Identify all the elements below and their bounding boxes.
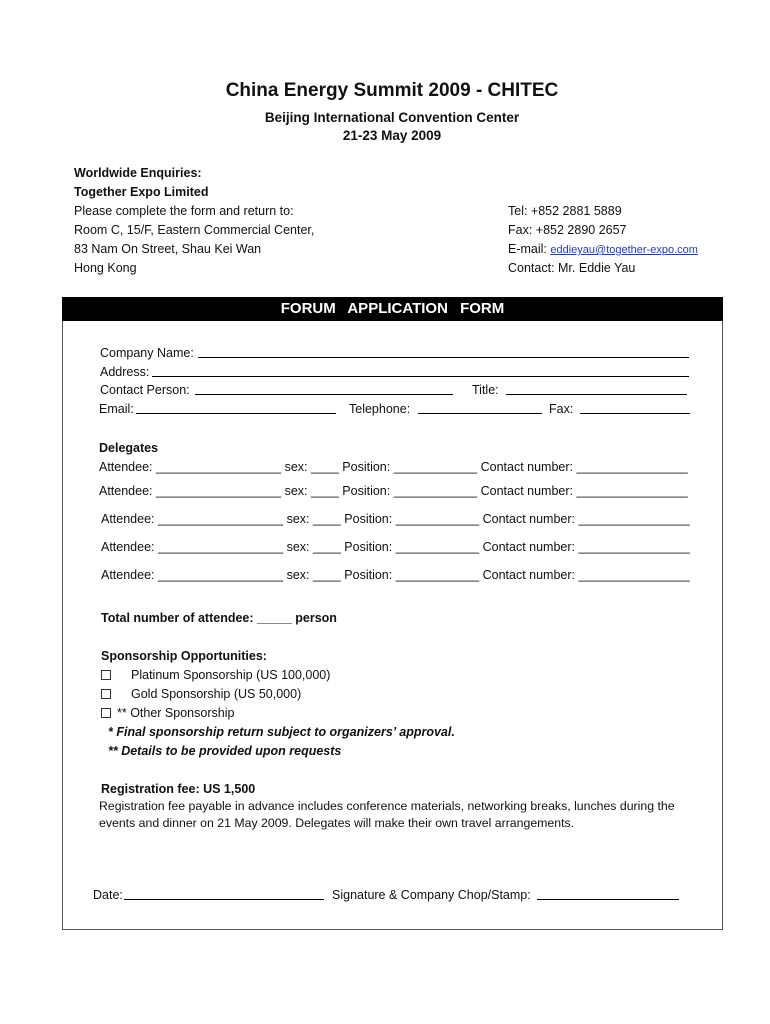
contact-person-field[interactable] bbox=[195, 394, 453, 395]
registration-fee-heading: Registration fee: US 1,500 bbox=[101, 782, 256, 796]
platinum-label: Platinum Sponsorship (US 100,000) bbox=[131, 668, 331, 682]
date-label: Date: bbox=[93, 888, 123, 902]
address-line-1: Room C, 15/F, Eastern Commercial Center, bbox=[74, 223, 315, 237]
email-line bbox=[508, 242, 698, 256]
document-title: China Energy Summit 2009 - CHITEC bbox=[225, 80, 559, 101]
registration-text-1: Registration fee payable in advance includes conference materials, networking breaks, lunches during the bbox=[99, 799, 675, 813]
event-dates: 21-23 May 2009 bbox=[342, 128, 442, 143]
registration-text-2: events and dinner on 21 May 2009. Delegates will make their own travel arrangements. bbox=[99, 816, 575, 830]
contact-person-label: Contact Person: bbox=[100, 383, 190, 397]
other-checkbox[interactable] bbox=[101, 708, 111, 718]
attendee-row[interactable]: Attendee: __________________ sex: ____ Position: ____________ Contact number: ________________ bbox=[101, 568, 690, 582]
sponsorship-heading: Sponsorship Opportunities: bbox=[101, 649, 267, 663]
fax-text: Fax: +852 2890 2657 bbox=[508, 223, 627, 237]
venue: Beijing International Convention Center bbox=[264, 110, 520, 125]
company-name-field[interactable] bbox=[198, 357, 689, 358]
gold-label: Gold Sponsorship (US 50,000) bbox=[131, 687, 302, 701]
return-instruction: Please complete the form and return to: bbox=[74, 204, 294, 218]
company-name-label: Company Name: bbox=[100, 346, 194, 360]
sponsorship-note-2: ** Details to be provided upon requests bbox=[108, 744, 342, 758]
title-field[interactable] bbox=[506, 394, 687, 395]
contact-person-text: Contact: Mr. Eddie Yau bbox=[508, 261, 636, 275]
date-field[interactable] bbox=[124, 899, 324, 900]
platinum-checkbox[interactable] bbox=[101, 670, 111, 680]
gold-option[interactable] bbox=[101, 687, 301, 701]
address-line-3: Hong Kong bbox=[74, 261, 137, 275]
signature-field[interactable] bbox=[537, 899, 679, 900]
email-link[interactable]: eddieyau@together-expo.com bbox=[550, 244, 698, 256]
form-heading-bar: FORUM APPLICATION FORM bbox=[62, 297, 723, 321]
telephone-label: Telephone: bbox=[349, 402, 411, 416]
attendee-row[interactable]: Attendee: __________________ sex: ____ Position: ____________ Contact number: ________________ bbox=[101, 512, 690, 526]
address-line-2: 83 Nam On Street, Shau Kei Wan bbox=[74, 242, 262, 256]
company-name-text: Together Expo Limited bbox=[74, 185, 209, 199]
gold-checkbox[interactable] bbox=[101, 689, 111, 699]
title-label: Title: bbox=[472, 383, 499, 397]
tel-text: Tel: +852 2881 5889 bbox=[508, 204, 622, 218]
email-label: E-mail: bbox=[508, 242, 551, 256]
other-option[interactable] bbox=[101, 706, 234, 720]
address-field[interactable] bbox=[152, 376, 689, 377]
signature-label: Signature & Company Chop/Stamp: bbox=[332, 888, 531, 902]
platinum-option[interactable] bbox=[101, 668, 330, 682]
attendee-row[interactable]: Attendee: __________________ sex: ____ Position: ____________ Contact number: ________________ bbox=[99, 484, 688, 498]
fax-field[interactable] bbox=[580, 413, 690, 414]
enquiries-label: Worldwide Enquiries: bbox=[74, 166, 202, 180]
attendee-row[interactable]: Attendee: __________________ sex: ____ Position: ____________ Contact number: ________________ bbox=[99, 460, 688, 474]
sponsorship-note-1: * Final sponsorship return subject to organizers’ approval. bbox=[108, 725, 455, 739]
total-attendees[interactable]: Total number of attendee: _____ person bbox=[101, 611, 337, 625]
email-field-label: Email: bbox=[99, 402, 134, 416]
other-label: ** Other Sponsorship bbox=[117, 706, 235, 720]
address-label: Address: bbox=[100, 365, 150, 379]
email-field[interactable] bbox=[136, 413, 336, 414]
attendee-row[interactable]: Attendee: __________________ sex: ____ Position: ____________ Contact number: ________________ bbox=[101, 540, 690, 554]
fax-label: Fax: bbox=[549, 402, 574, 416]
telephone-field[interactable] bbox=[418, 413, 542, 414]
delegates-heading: Delegates bbox=[99, 441, 159, 455]
